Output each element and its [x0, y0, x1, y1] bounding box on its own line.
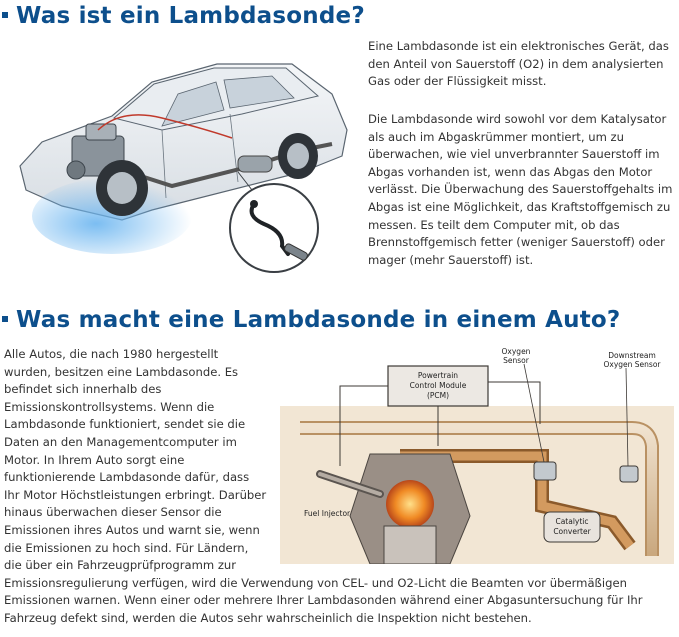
pcm-label-line3: (PCM) [426, 391, 450, 400]
section-heading-what-does-text: Was macht eine Lambdasonde in einem Auto? [16, 307, 621, 333]
location-paragraph: Die Lambdasonde wird sowohl vor dem Katalysator als auch im Abgaskrümmer montiert, um zu überwachen, wie viel unverbrannter Sauerstoff im Abgas vorhanden ist, wenn das Abgas den Motor verlässt. Die Überwachung des Sauerstoffgehalts im Abgas ist eine Möglichkeit, das Kraftstoffgemisch zu messen. Es teilt dem Computer mit, ob das Brennstoffgemisch fetter (weniger Sauerstoff) oder mager (mehr Sauerstoff) ist. [368, 112, 673, 267]
exhaust-system-diagram [280, 346, 674, 564]
function-paragraph-block [4, 346, 674, 628]
heading-bullet [2, 12, 8, 18]
section-heading-what-is [2, 3, 365, 29]
heading-bullet [2, 316, 8, 322]
fuel-injector-label: Fuel Injector [304, 509, 351, 518]
oxygen-sensor-label-line1: Oxygen [501, 347, 531, 356]
rear-wheel [278, 133, 318, 179]
section-heading-what-does [2, 307, 620, 333]
downstream-sensor-label-line1: Downstream [608, 351, 656, 360]
front-wheel [96, 160, 148, 216]
intro-paragraph: Eine Lambdasonde ist ein elektronisches Gerät, das den Anteil von Sauerstoff (O2) in dem analysierten Gas oder der Flüssigkeit misst. [368, 39, 669, 89]
section-heading-what-is-text: Was ist ein Lambdasonde? [16, 3, 365, 29]
pcm-label-line1: Powertrain [417, 371, 459, 380]
oxygen-sensor-label-line2: Sensor [503, 356, 529, 365]
car-illustration [2, 38, 357, 300]
downstream-sensor-label-line2: Oxygen Sensor [603, 360, 661, 369]
catalytic-label-line2: Converter [553, 527, 591, 536]
function-paragraph: Alle Autos, die nach 1980 hergestellt wurden, besitzen eine Lambdasonde. Es befindet sich innerhalb des Emissionskontrollsystems. Wenn die Lambdasonde funktioniert, sendet sie die Daten an den Managementcomputer im Motor. In Ihrem Auto sorgt eine funktionierende Lambdasonde dafür, dass Ihr Motor Höchstleistungen erbringt. Darüber hinaus überwachen dieser Sensor die Emissionen ihres Autos und warnt sie, wenn die Emissionen zu hoch sind. Für Ländern, die über ein Fahrzeugprüfprogramm zur Emissionsregulierung verfügen, wird die Verwendung von CEL- und O2-Licht die Beamten vor übermäßigen Emissionen warnen. Wenn einer oder mehrere Ihrer Lambdasonden während einer Abgasuntersuchung für Ihr Fahrzeug defekt sind, werden die Autos sehr wahrscheinlich die Inspektion nicht bestehen. [4, 347, 643, 625]
sensor-closeup [230, 184, 318, 272]
pcm-label-line2: Control Module [409, 381, 467, 390]
catalytic-label-line1: Catalytic [555, 517, 589, 526]
